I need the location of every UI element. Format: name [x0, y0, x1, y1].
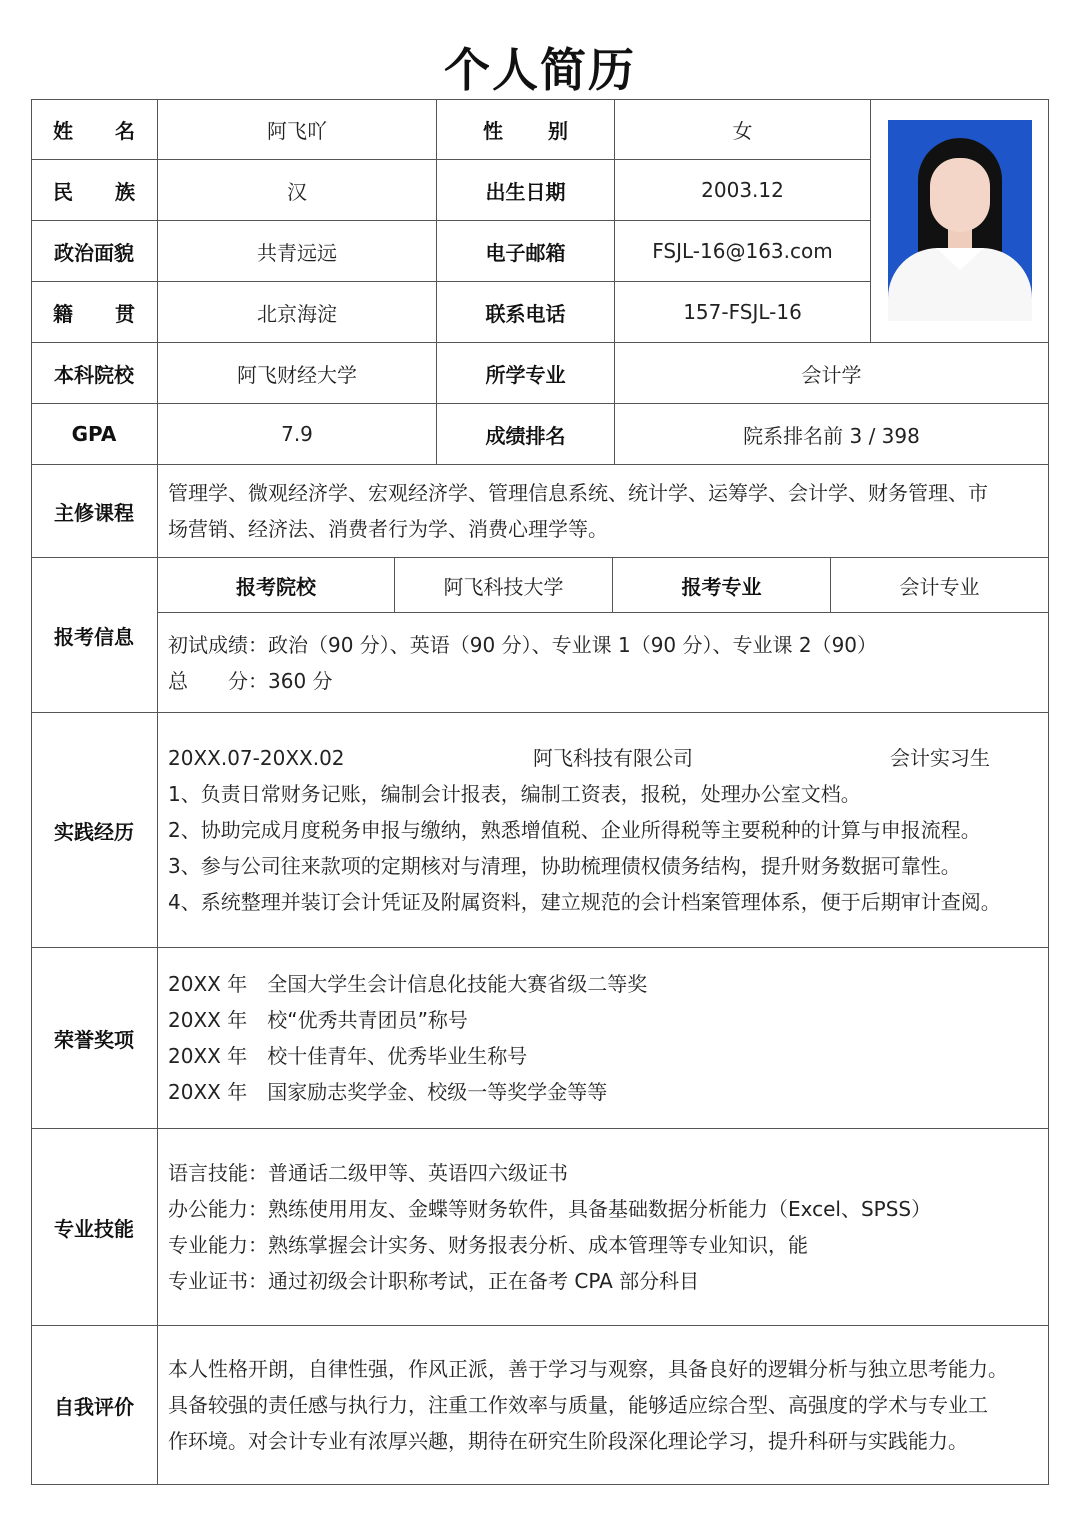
major-value: 会计学 [615, 343, 1049, 404]
exam-scores [158, 613, 1049, 713]
target-school-label: 报考院校 [158, 558, 395, 613]
origin-value: 北京海淀 [158, 282, 437, 343]
phone-label: 联系电话 [437, 282, 615, 343]
practice-period: 20XX.07-20XX.02 [168, 746, 345, 770]
honor-item: 20XX 年 校“优秀共青团员”称号 [168, 1008, 468, 1032]
name-label: 姓 名 [31, 99, 158, 160]
birth-value: 2003.12 [615, 160, 871, 221]
skill-item: 专业能力：熟练掌握会计实务、财务报表分析、成本管理等专业知识，能 [168, 1233, 808, 1257]
exam-label: 报考信息 [31, 558, 158, 713]
practice-item: 2、协助完成月度税务申报与缴纳，熟悉增值税、企业所得税等主要税种的计算与申报流程。 [168, 818, 981, 842]
target-major-value: 会计专业 [831, 558, 1049, 613]
courses-label: 主修课程 [31, 465, 158, 558]
ethnicity-value: 汉 [158, 160, 437, 221]
skill-item: 专业证书：通过初级会计职称考试，正在备考 CPA 部分科目 [168, 1269, 700, 1293]
political-value: 共青远远 [158, 221, 437, 282]
origin-label: 籍 贯 [31, 282, 158, 343]
rank-value: 院系排名前 3 / 398 [615, 404, 1049, 465]
honors-content [158, 948, 1049, 1129]
self-eval-line: 具备较强的责任感与执行力，注重工作效率与质量，能够适应综合型、高强度的学术与专业工 [168, 1393, 988, 1417]
name-value: 阿飞吖 [158, 99, 437, 160]
courses-line: 场营销、经济法、消费者行为学、消费心理学等。 [168, 517, 608, 541]
self-eval-content [158, 1326, 1049, 1485]
self-eval-label: 自我评价 [31, 1326, 158, 1485]
target-school-value: 阿飞科技大学 [395, 558, 613, 613]
courses-line: 管理学、微观经济学、宏观经济学、管理信息系统、统计学、运筹学、会计学、财务管理、市 [168, 481, 988, 505]
practice-company: 阿飞科技有限公司 [533, 746, 693, 770]
target-major-label: 报考专业 [613, 558, 831, 613]
skill-item: 办公能力：熟练使用用友、金蝶等财务软件，具备基础数据分析能力（Excel、SPSS） [168, 1197, 932, 1221]
honor-item: 20XX 年 全国大学生会计信息化技能大赛省级二等奖 [168, 972, 648, 996]
portrait-photo [888, 120, 1032, 321]
gender-label: 性 别 [437, 99, 615, 160]
honors-label: 荣誉奖项 [31, 948, 158, 1129]
school-value: 阿飞财经大学 [158, 343, 437, 404]
skills-content [158, 1129, 1049, 1326]
self-eval-line: 本人性格开朗，自律性强，作风正派，善于学习与观察，具备良好的逻辑分析与独立思考能力。 [168, 1357, 1008, 1381]
skill-item: 语言技能：普通话二级甲等、英语四六级证书 [168, 1161, 568, 1185]
school-label: 本科院校 [31, 343, 158, 404]
rank-label: 成绩排名 [437, 404, 615, 465]
ethnicity-label: 民 族 [31, 160, 158, 221]
courses-content [158, 465, 1049, 558]
practice-item: 4、系统整理并装订会计凭证及附属资料，建立规范的会计档案管理体系，便于后期审计查阅。 [168, 890, 1001, 914]
gpa-label: GPA [31, 404, 158, 465]
practice-item: 1、负责日常财务记账，编制会计报表，编制工资表，报税，处理办公室文档。 [168, 782, 861, 806]
page-title: 个人简历 [444, 43, 636, 97]
phone-value: 157-FSJL-16 [615, 282, 871, 343]
practice-role: 会计实习生 [890, 746, 990, 770]
gpa-value: 7.9 [158, 404, 437, 465]
exam-line: 初试成绩：政治（90 分）、英语（90 分）、专业课 1（90 分）、专业课 2（90） [168, 632, 878, 657]
honor-item: 20XX 年 国家励志奖学金、校级一等奖学金等等 [168, 1080, 608, 1104]
exam-line: 总 分：360 分 [168, 668, 333, 693]
practice-label: 实践经历 [31, 713, 158, 948]
self-eval-line: 作环境。对会计专业有浓厚兴趣，期待在研究生阶段深化理论学习，提升科研与实践能力。 [168, 1429, 968, 1453]
gender-value: 女 [615, 99, 871, 160]
photo-cell [871, 99, 1049, 343]
practice-header [168, 740, 1038, 776]
practice-item: 3、参与公司往来款项的定期核对与清理，协助梳理债权债务结构，提升财务数据可靠性。 [168, 854, 961, 878]
political-label: 政治面貌 [31, 221, 158, 282]
resume-table [31, 99, 1049, 1485]
major-label: 所学专业 [437, 343, 615, 404]
skills-label: 专业技能 [31, 1129, 158, 1326]
email-value: FSJL-16@163.com [615, 221, 871, 282]
birth-label: 出生日期 [437, 160, 615, 221]
email-label: 电子邮箱 [437, 221, 615, 282]
practice-content [158, 713, 1049, 948]
honor-item: 20XX 年 校十佳青年、优秀毕业生称号 [168, 1044, 528, 1068]
